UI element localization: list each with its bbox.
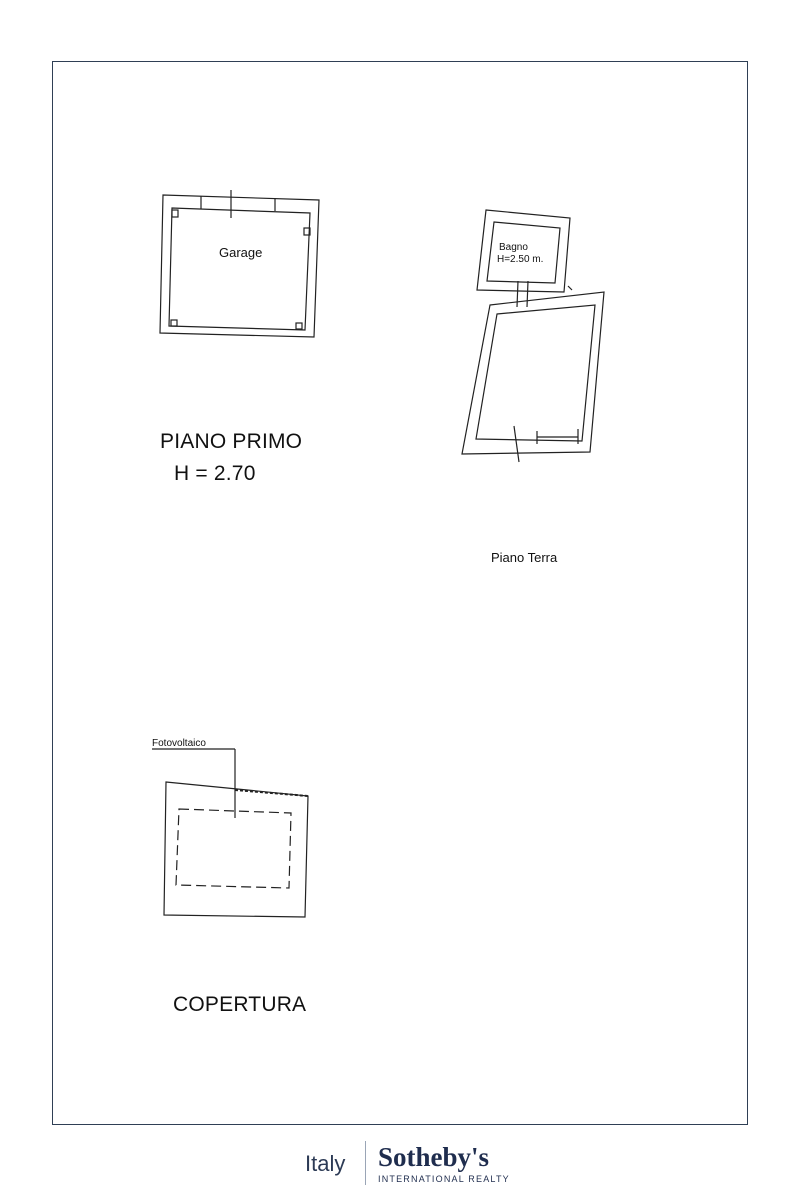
ground-floor-title: Piano Terra — [491, 550, 558, 565]
brand-logo-text: Sotheby's — [378, 1142, 490, 1172]
photovoltaic-label: Fotovoltaico — [152, 738, 206, 749]
first-floor-height: H = 2.70 — [174, 462, 256, 485]
brand-divider — [365, 1141, 366, 1185]
bathroom-label: Bagno — [499, 242, 528, 253]
ground-floor-plan — [462, 210, 604, 462]
bathroom-height: H=2.50 m. — [497, 254, 544, 265]
garage-label: Garage — [219, 245, 263, 260]
roof-title: COPERTURA — [173, 993, 307, 1016]
brand-region: Italy — [305, 1151, 346, 1176]
roof-plan — [152, 749, 308, 917]
brand-subtitle: INTERNATIONAL REALTY — [378, 1174, 510, 1184]
first-floor-title: PIANO PRIMO — [160, 430, 303, 453]
garage-plan — [160, 190, 319, 337]
